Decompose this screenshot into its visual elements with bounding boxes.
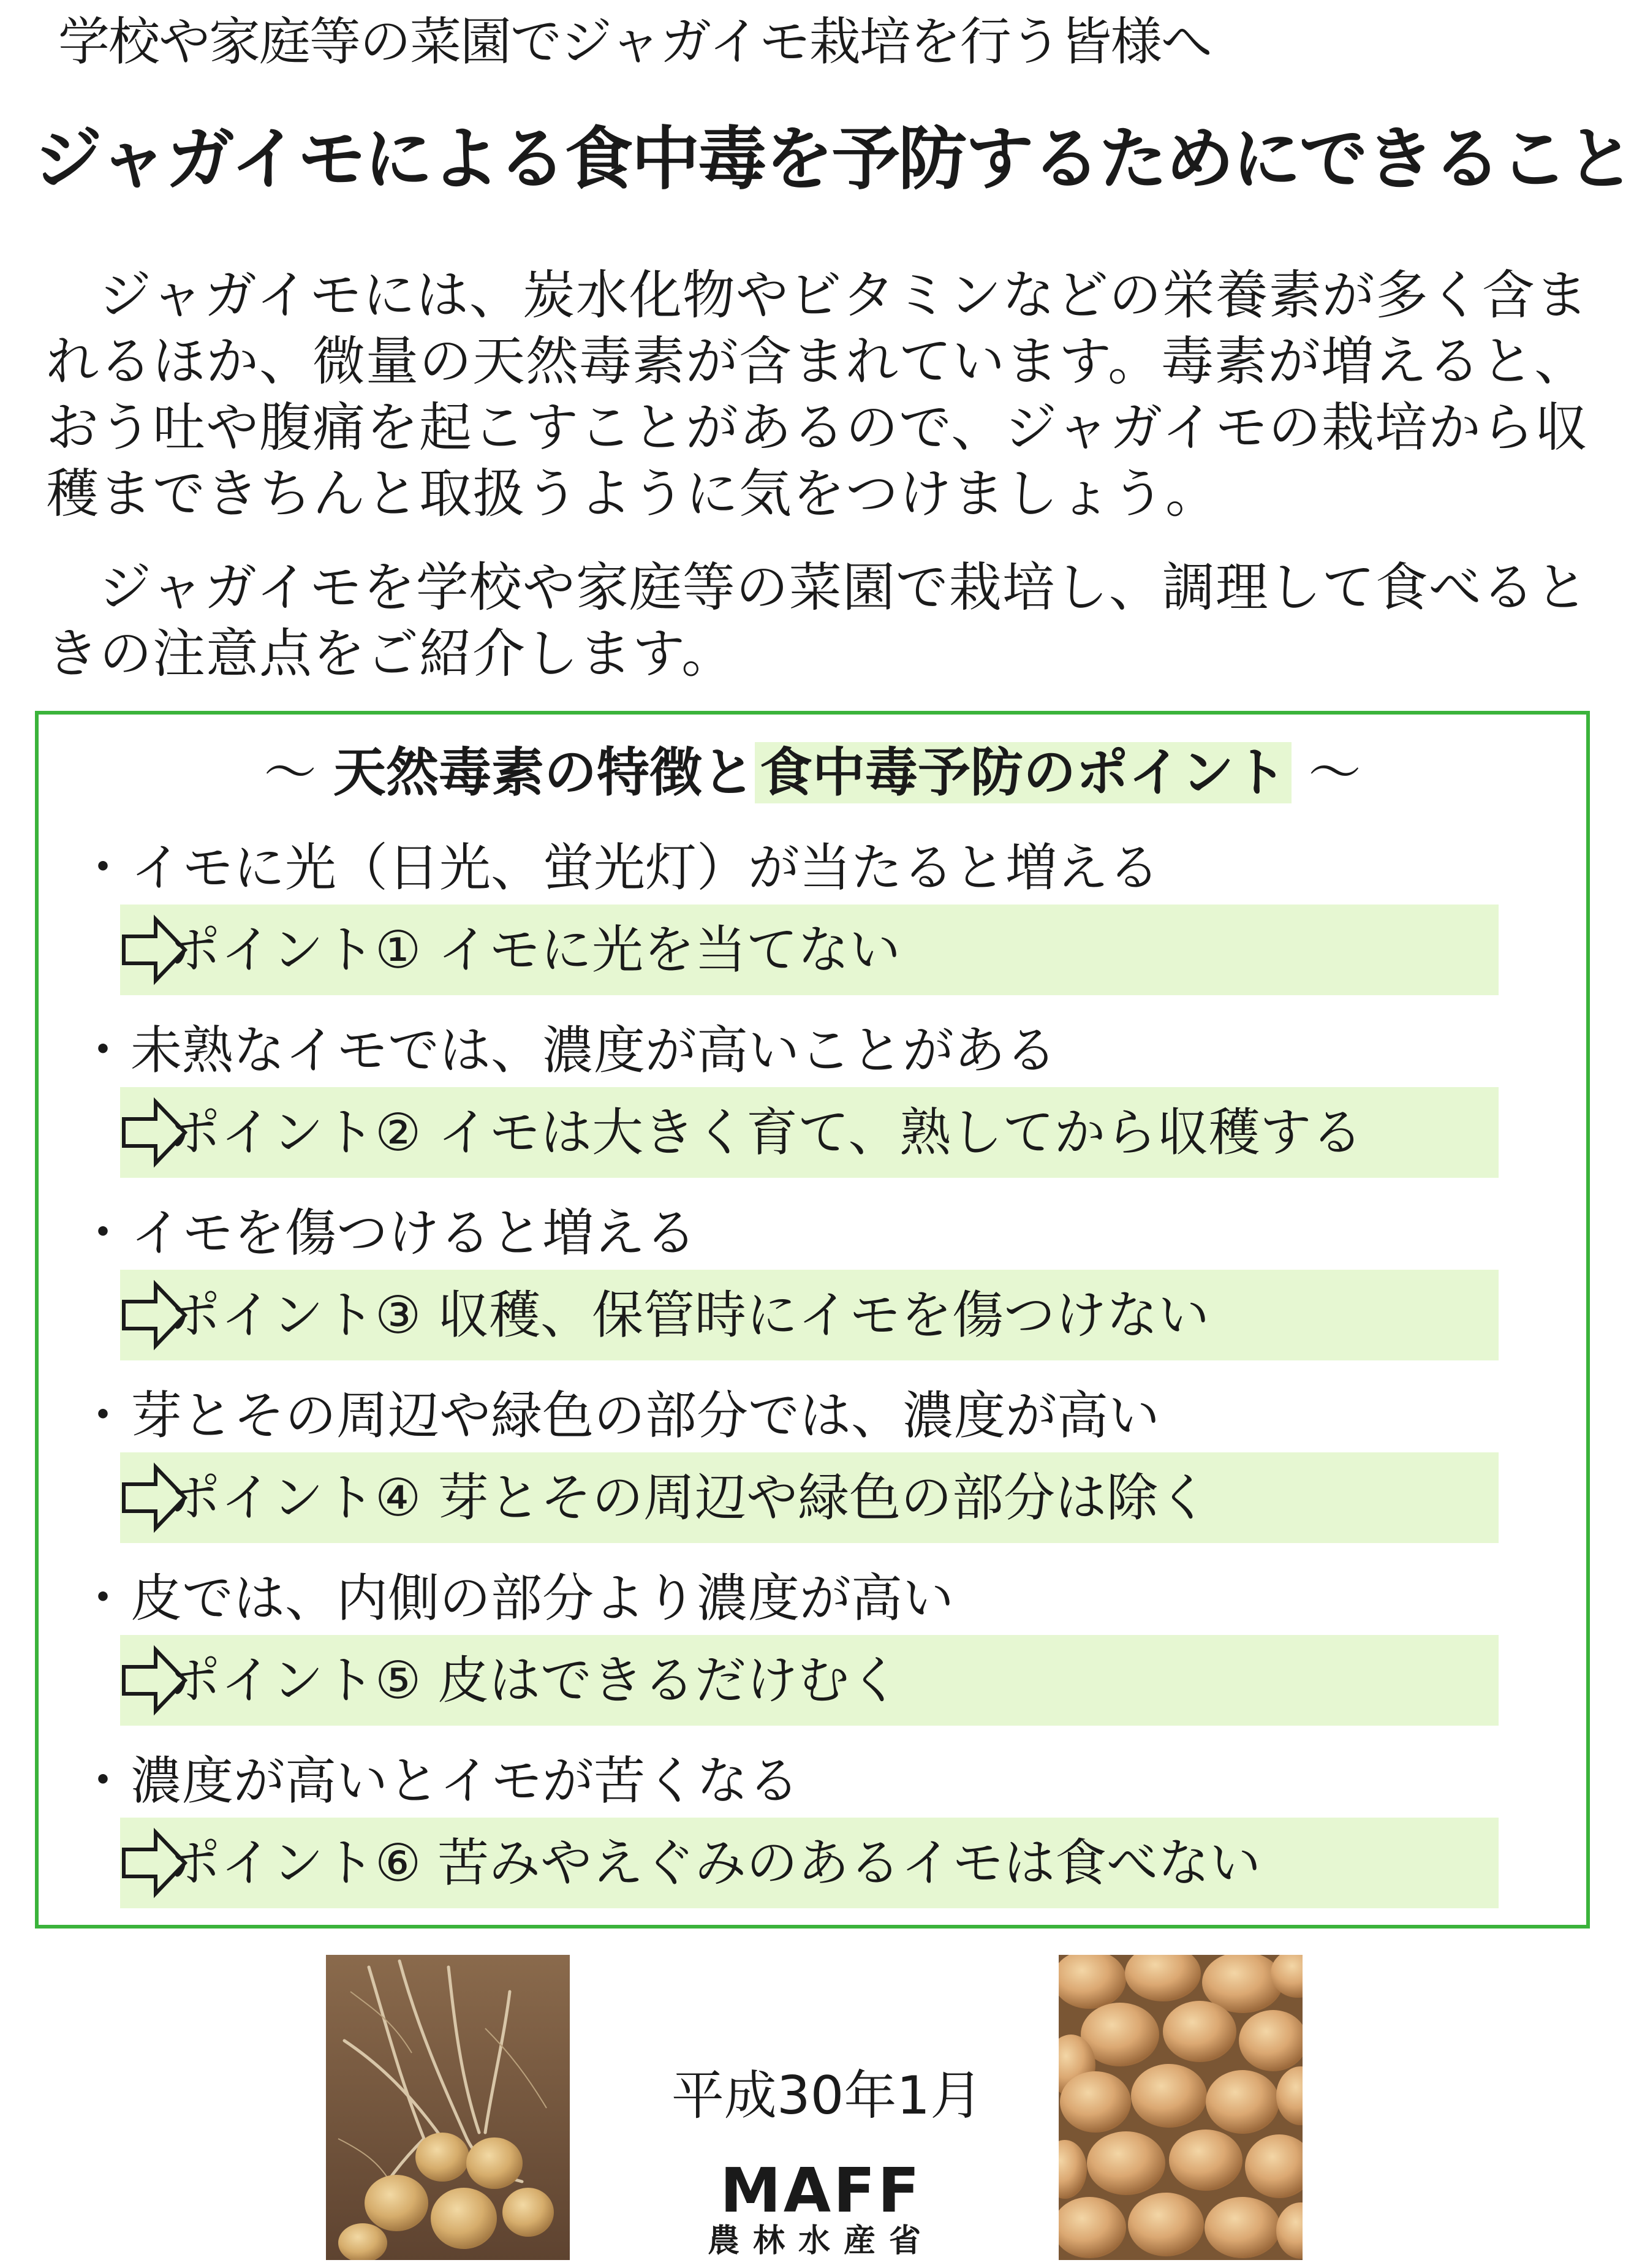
point-band (120, 1270, 1499, 1360)
heading-tilde-left: ～ (263, 742, 333, 803)
heading-part-2: 食中毒予防のポイント (755, 742, 1292, 803)
fact-label: イモに光（日光、蛍光灯）が当たると増える (130, 838, 1160, 898)
fact-label: 未熟なイモでは、濃度が高いことがある (130, 1020, 1057, 1080)
point-text: ポイント② イモは大きく育て、熟してから収穫する (169, 1102, 1363, 1162)
point-band (120, 905, 1499, 995)
potato-pile-photo (1059, 1955, 1303, 2260)
organization-name: 農林水産省 (707, 2223, 934, 2259)
main-title: ジャガイモによる食中毒を予防するためにできること (34, 119, 1633, 199)
point-band (120, 1452, 1499, 1543)
fact-label: イモを傷つけると増える (130, 1203, 697, 1263)
intro-paragraph-1 (46, 262, 1590, 527)
bullet: ・ (77, 1386, 129, 1446)
box-heading (39, 733, 1586, 813)
fact-text (75, 1744, 800, 1818)
point-band (120, 1635, 1499, 1726)
fact-text (75, 1196, 697, 1270)
heading-part-1: 天然毒素の特徴と (333, 742, 755, 803)
fact-label: 芽とその周辺や緑色の部分では、濃度が高い (130, 1386, 1160, 1446)
fact-label: 濃度が高いとイモが苦くなる (130, 1751, 800, 1811)
potatoes-in-soil-photo (326, 1955, 570, 2260)
intro-paragraph-2 (46, 555, 1590, 687)
publication-date: 平成30年1月 (671, 2065, 983, 2126)
bullet: ・ (77, 838, 129, 898)
bullet: ・ (77, 1203, 129, 1263)
maff-logo: MAFF (720, 2155, 922, 2226)
intro-paragraph-1-text: ジャガイモには、炭水化物やビタミンなどの栄養素が多く含まれるほか、微量の天然毒素が含まれています。毒素が増えると、おう吐や腹痛を起こすことがあるので、ジャガイモの栽培から収穫まできちんと取扱うように気をつけましょう。 (46, 265, 1589, 525)
point-band (120, 1087, 1499, 1178)
fact-label: 皮では、内側の部分より濃度が高い (130, 1568, 955, 1628)
heading-tilde-right: ～ (1292, 742, 1361, 803)
point-band (120, 1818, 1499, 1908)
bullet: ・ (77, 1568, 129, 1628)
subtitle: 学校や家庭等の菜園でジャガイモ栽培を行う皆様へ (58, 12, 1211, 72)
point-text: ポイント⑤ 皮はできるだけむく (169, 1650, 901, 1710)
bullet: ・ (77, 1751, 129, 1811)
point-text: ポイント③ 収穫、保管時にイモを傷つけない (169, 1285, 1210, 1345)
point-text: ポイント⑥ 苦みやえぐみのあるイモは食べない (169, 1833, 1261, 1893)
point-text: ポイント① イモに光を当てない (169, 920, 901, 980)
fact-text (75, 1014, 1057, 1087)
bullet: ・ (77, 1020, 129, 1080)
point-text: ポイント④ 芽とその周辺や緑色の部分は除く (169, 1468, 1210, 1528)
fact-text (75, 1379, 1160, 1452)
fact-text (75, 1561, 954, 1635)
intro-paragraph-2-text: ジャガイモを学校や家庭等の菜園で栽培し、調理して食べるときの注意点をご紹介します。 (46, 557, 1589, 685)
fact-text (75, 831, 1160, 905)
prevention-points-box (35, 711, 1590, 1929)
